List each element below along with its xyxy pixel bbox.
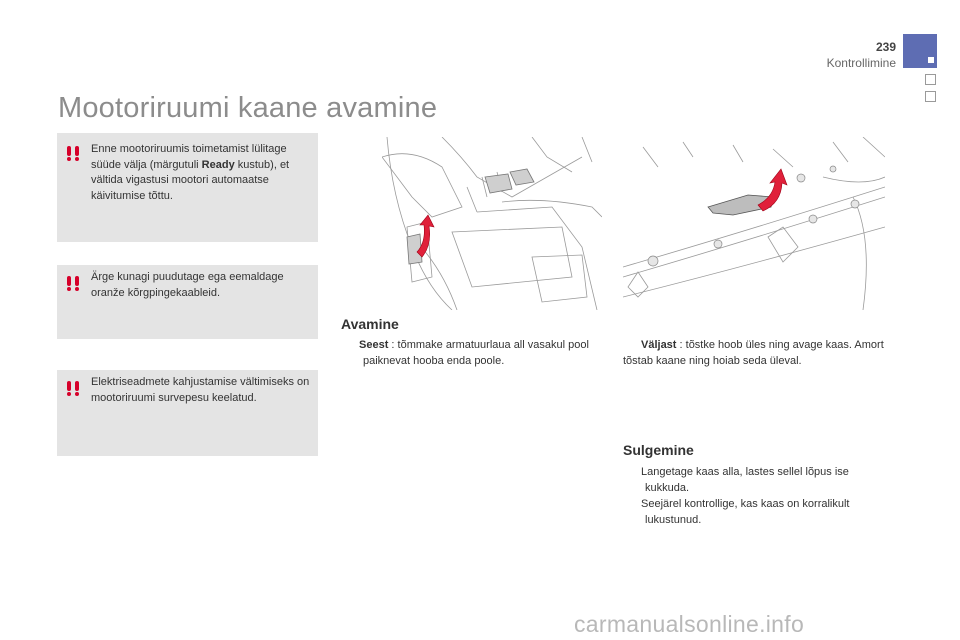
opening-step-outside: Väljast : tõstke hoob üles ning avage kaas. Amort tõstab kaane ning hoiab seda üleval. [623,339,884,367]
warning-text: Enne mootoriruumis toimetamist lülitage süüde välja (märgutuli Ready kustub), et vältida vigastusi mootori automaatse käivitumise tõttu. [91,143,290,202]
page-number: 239 [875,40,896,54]
warning-box-ignition [57,133,318,242]
closing-step-1: Langetage kaas alla, lastes sellel lõpus ise kukkuda. [641,466,849,494]
warning-icon [66,275,80,291]
chapter-tab-marker [928,57,934,63]
interior-release-lever-illustration [382,137,602,310]
chapter-tab [903,34,937,68]
opening-heading: Avamine [341,316,399,332]
page-title: Mootoriruumi kaane avamine [58,92,438,124]
closing-step-2: Seejärel kontrollige, kas kaas on korralikult lukustunud. [641,498,850,526]
exterior-release-lever-illustration [623,137,885,310]
opening-step-inside: Seest : tõmmake armatuurlaua all vasakul pool paiknevat hooba enda poole. [359,339,589,367]
warning-text: Ärge kunagi puudutage ega eemaldage oranže kõrgpingekaableid. [91,271,284,299]
warning-box-cables [57,265,318,339]
chapter-tab-empty [925,74,936,85]
warning-text: Elektriseadmete kahjustamise vältimiseks on mootoriruumi survepesu keelatud. [91,376,310,404]
closing-heading: Sulgemine [623,442,694,458]
watermark: carmanualsonline.info [574,611,805,637]
chapter-tab-empty [925,91,936,102]
warning-icon [66,145,80,161]
warning-icon [66,380,80,396]
warning-box-washing [57,370,318,456]
lift-arrow-icon [758,169,787,211]
section-name: Kontrollimine [826,56,896,70]
